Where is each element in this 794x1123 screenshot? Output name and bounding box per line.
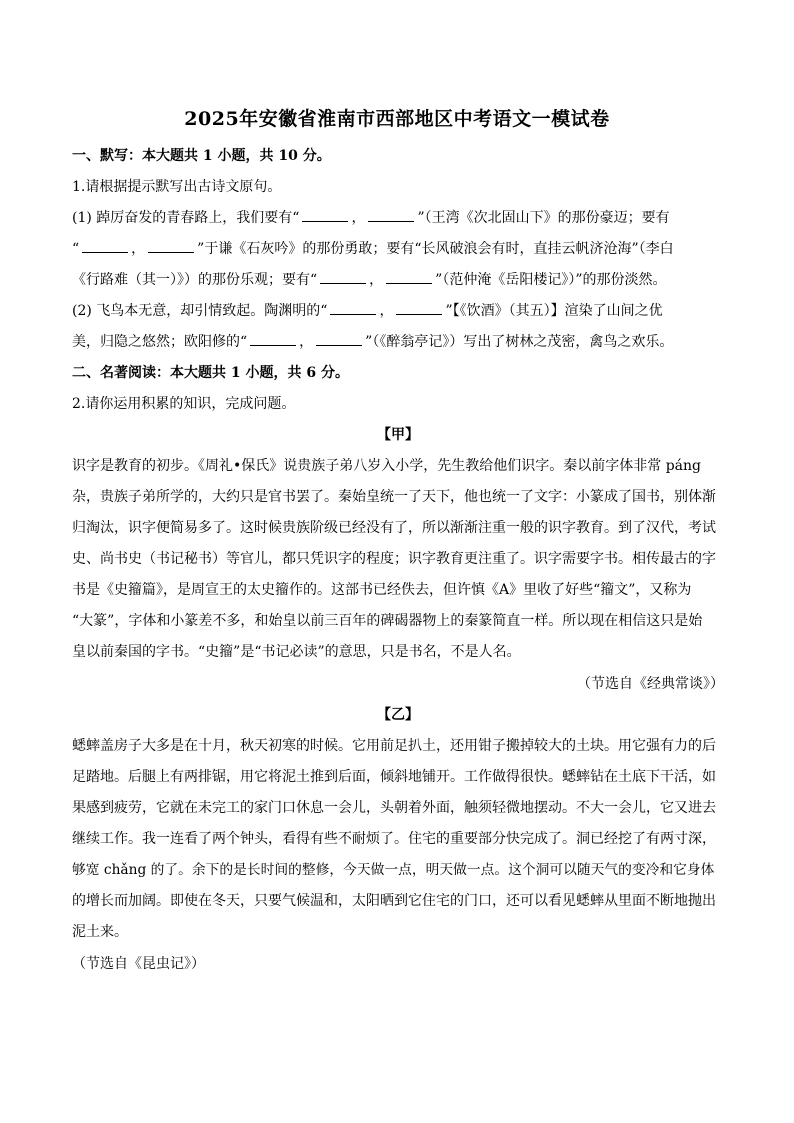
text: (1) 踔厉奋发的青春路上，我们要有“ xyxy=(72,210,300,226)
text: ， xyxy=(299,334,314,350)
answer-blank[interactable] xyxy=(368,207,414,222)
text: “ xyxy=(72,241,80,257)
text: ， xyxy=(131,241,146,257)
question-2: 2.请你运用积累的知识，完成问题。 xyxy=(72,396,296,412)
section1-header: 一、默写：本大题共 1 小题，共 10 分。 xyxy=(72,148,331,164)
text: ”【《饮酒》（其五）】渲染了山间之优 xyxy=(445,303,663,319)
passage-yi-label: 【乙】 xyxy=(377,707,419,723)
passage-jia-line: “大篆”，字体和小篆差不多，和始皇以前三百年的碑碣器物上的秦篆简直一样。所以现在相信这只是始 xyxy=(72,613,703,629)
q1-part1-line1 xyxy=(72,207,724,228)
page-title: 2025年安徽省淮南市西部地区中考语文一模试卷 xyxy=(184,108,610,130)
text: ， xyxy=(369,272,384,288)
passage-yi-line: 蟋蟀盖房子大多是在十月，秋天初寒的时候。它用前足扒土，还用钳子搬掉较大的土块。用它强有力的后 xyxy=(72,738,716,754)
passage-jia-source: （节选自《经典常谈》） xyxy=(577,676,724,692)
text: ， xyxy=(379,303,394,319)
q1-part1-line3 xyxy=(72,269,724,290)
answer-blank[interactable] xyxy=(386,269,432,284)
answer-blank[interactable] xyxy=(250,331,296,346)
text: ”（范仲淹《岳阳楼记》）”的那份淡然。 xyxy=(435,272,667,288)
passage-jia-line: 识字是教育的初步。《周礼•保氏》说贵族子弟八岁入小学，先生教给他们识字。秦以前字体非常 páng xyxy=(72,458,701,474)
passage-yi-line: 泥土来。 xyxy=(72,924,128,940)
text: ”（王湾《次北固山下》的那份豪迈；要有 xyxy=(417,210,670,226)
passage-yi-line: 的增长而加阔。即使在冬天，只要气候温和，太阳晒到它住宅的门口，还可以看见蟋蟀从里面不断地抛出 xyxy=(72,893,716,909)
answer-blank[interactable] xyxy=(148,238,194,253)
answer-blank[interactable] xyxy=(316,331,362,346)
q1-part2-line1 xyxy=(72,300,724,321)
answer-blank[interactable] xyxy=(396,300,442,315)
passage-yi-line: 够宽 chǎng 的了。余下的是长时间的整修，今天做一点，明天做一点。这个洞可以随天气的变冷和它身体 xyxy=(72,862,715,878)
q1-part2-line2 xyxy=(72,331,724,352)
passage-jia-line: 史、尚书史（书记秘书）等官儿，都只凭识字的程度；识字教育更注重了。识字需要字书。相传最古的字 xyxy=(72,551,716,567)
passage-yi-line: 足踏地。后腿上有两排锯，用它将泥土推到后面，倾斜地铺开。工作做得很快。蟋蟀钻在土底下干活，如 xyxy=(72,769,716,785)
text: (2) 飞鸟本无意，却引情致起。陶渊明的“ xyxy=(72,303,328,319)
q1-part1-line2 xyxy=(72,238,724,259)
passage-yi-source: （节选自《昆虫记》） xyxy=(72,956,205,972)
passage-jia-line: 杂，贵族子弟所学的，大约只是官书罢了。秦始皇统一了天下，他也统一了文字：小篆成了国书，别体渐 xyxy=(72,489,716,505)
text: 《行路难（其一）》）的那份乐观；要有“ xyxy=(72,272,318,288)
text: ， xyxy=(351,210,366,226)
passage-jia-label: 【甲】 xyxy=(377,427,419,443)
text: ”于谦《石灰吟》的那份勇敢；要有“长风破浪会有时，直挂云帆济沧海”（李白 xyxy=(197,241,674,257)
answer-blank[interactable] xyxy=(302,207,348,222)
passage-yi-line: 果感到疲劳，它就在未完工的家门口休息一会儿，头朝着外面，触须轻微地摆动。不大一会儿，它又进去 xyxy=(72,800,716,816)
answer-blank[interactable] xyxy=(320,269,366,284)
section2-header: 二、名著阅读：本大题共 1 小题，共 6 分。 xyxy=(72,365,349,381)
text: ”（《醉翁亭记》）写出了树林之茂密，禽鸟之欢乐。 xyxy=(365,334,674,350)
passage-jia-line: 皇以前秦国的字书。“史籀”是“书记必读”的意思，只是书名，不是人名。 xyxy=(72,644,521,660)
answer-blank[interactable] xyxy=(82,238,128,253)
passage-jia-line: 书是《史籀篇》，是周宣王的太史籀作的。这部书已经佚去，但许慎《A》里收了好些“籀文”，又称为 xyxy=(72,582,692,598)
passage-yi-line: 继续工作。我一连看了两个钟头，看得有些不耐烦了。住宅的重要部分快完成了。洞已经挖了有两寸深， xyxy=(72,831,716,847)
passage-jia-line: 归淘汰，识字便简易多了。这时候贵族阶级已经没有了，所以渐渐注重一般的识字教育。到了汉代，考试 xyxy=(72,520,716,536)
question-1: 1.请根据提示默写出古诗文原句。 xyxy=(72,179,282,195)
text: 美，归隐之悠然；欧阳修的“ xyxy=(72,334,248,350)
answer-blank[interactable] xyxy=(330,300,376,315)
